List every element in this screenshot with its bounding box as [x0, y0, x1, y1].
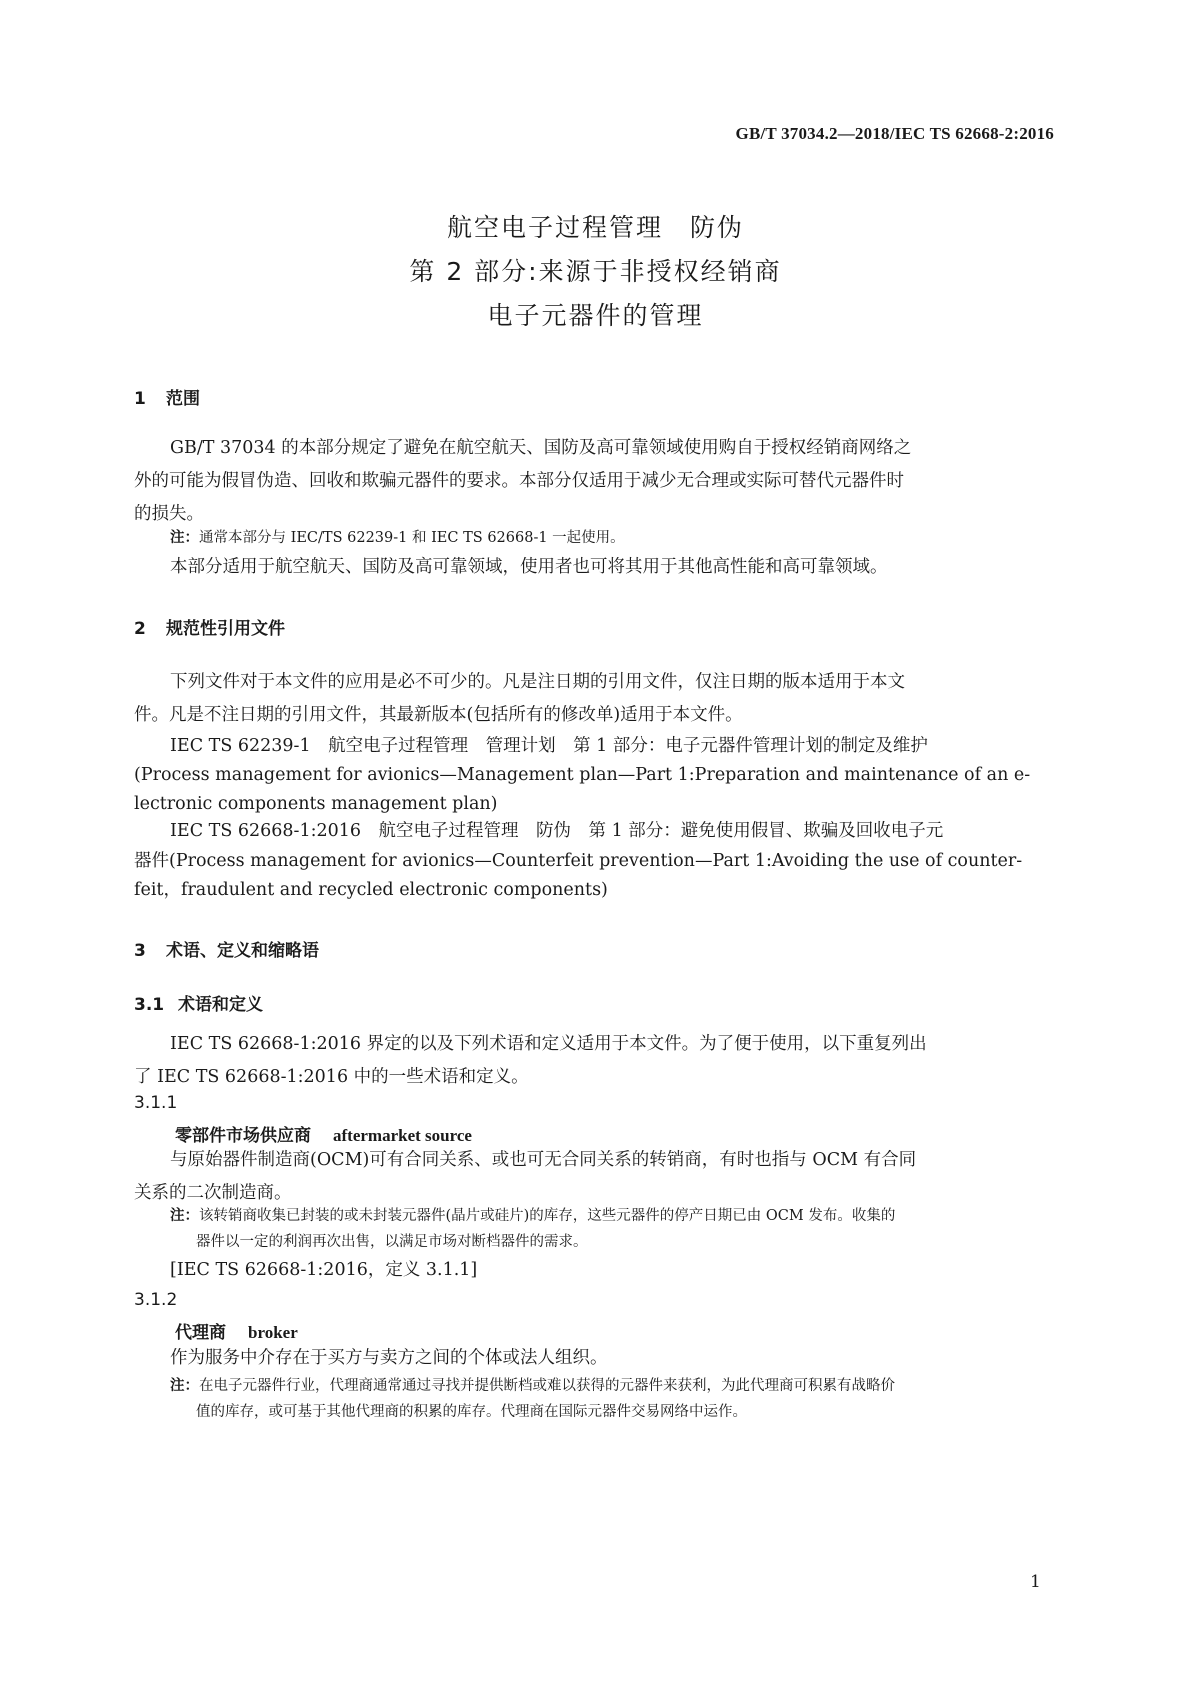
definition-line: 作为服务中介存在于买方与卖方之间的个体或法人组织。: [170, 1348, 608, 1368]
reference-1-line: (Process management for avionics—Management plan—Part 1:Preparation and maintenance of an e-: [134, 765, 1031, 785]
note-text: 该转销商收集已封装的或未封装元器件(晶片或硅片)的库存，这些元器件的停产日期已由 OCM 发布。收集的: [199, 1208, 896, 1224]
reference-1-line: lectronic components management plan): [134, 794, 498, 814]
term-number: 3.1.2: [134, 1290, 178, 1310]
paragraph-line: 下列文件对于本文件的应用是必不可少的。凡是注日期的引用文件，仅注日期的版本适用于本文: [170, 672, 905, 692]
section-number: 2: [134, 619, 146, 639]
note-label: 注：: [170, 1208, 199, 1224]
term-source: [IEC TS 62668-1:2016，定义 3.1.1]: [170, 1260, 478, 1280]
section-title: 术语、定义和缩略语: [166, 941, 319, 961]
note-continuation: 值的库存，或可基于其他代理商的积累的库存。代理商在国际元器件交易网络中运作。: [196, 1404, 747, 1420]
title-line-3: 电子元器件的管理: [487, 301, 704, 330]
reference-2-line: 器件(Process management for avionics—Counterfeit prevention—Part 1:Avoiding the use of counter-: [134, 851, 1023, 871]
paragraph-line: GB/T 37034 的本部分规定了避免在航空航天、国防及高可靠领域使用购自于授权经销商网络之: [170, 438, 912, 458]
reference-2-line: feit，fraudulent and recycled electronic components): [134, 880, 608, 900]
section-number: 1: [134, 389, 146, 409]
definition-line: 关系的二次制造商。: [134, 1183, 292, 1203]
section-3-heading: [134, 936, 319, 961]
section-title: 规范性引用文件: [166, 619, 285, 639]
note: [170, 1203, 1057, 1229]
term-en: broker: [248, 1323, 298, 1342]
section-2-heading: [134, 614, 285, 639]
term-number: 3.1.1: [134, 1093, 178, 1113]
section-number: 3: [134, 941, 146, 961]
term-title: [175, 1318, 298, 1343]
term-en: aftermarket source: [333, 1126, 472, 1145]
subsection-title: 术语和定义: [178, 995, 263, 1015]
paragraph-line: 外的可能为假冒伪造、回收和欺骗元器件的要求。本部分仅适用于减少无合理或实际可替代元器件时: [134, 471, 904, 491]
note-text: 在电子元器件行业，代理商通常通过寻找并提供断档或难以获得的元器件来获利，为此代理商可积累有战略价: [199, 1378, 895, 1394]
title-line-2: 第 2 部分:来源于非授权经销商: [409, 257, 782, 286]
page-number: 1: [1030, 1572, 1041, 1592]
subsection-3-1-heading: [134, 990, 263, 1015]
term-title: [175, 1121, 472, 1146]
note-text: 通常本部分与 IEC/TS 62239-1 和 IEC TS 62668-1 一起使用。: [199, 530, 625, 546]
paragraph-line: 的损失。: [134, 504, 204, 524]
reference-1-line: IEC TS 62239-1 航空电子过程管理 管理计划 第 1 部分：电子元器件管理计划的制定及维护: [170, 736, 928, 756]
subsection-number: 3.1: [134, 995, 165, 1015]
section-1-heading: [134, 384, 200, 409]
note-label: 注：: [170, 1378, 199, 1394]
term-zh: 零部件市场供应商: [175, 1126, 311, 1146]
title-line-1: 航空电子过程管理 防伪: [446, 213, 744, 242]
note: [170, 525, 1057, 551]
note-continuation: 器件以一定的利润再次出售，以满足市场对断档器件的需求。: [196, 1234, 588, 1250]
paragraph-line: 了 IEC TS 62668-1:2016 中的一些术语和定义。: [134, 1067, 529, 1087]
paragraph-line: 件。凡是不注日期的引用文件，其最新版本(包括所有的修改单)适用于本文件。: [134, 705, 743, 725]
term-zh: 代理商: [175, 1323, 226, 1343]
paragraph-line: IEC TS 62668-1:2016 界定的以及下列术语和定义适用于本文件。为了便于使用，以下重复列出: [170, 1034, 927, 1054]
paragraph-line: 本部分适用于航空航天、国防及高可靠领域，使用者也可将其用于其他高性能和高可靠领域。: [170, 557, 888, 577]
reference-2-line: IEC TS 62668-1:2016 航空电子过程管理 防伪 第 1 部分：避免使用假冒、欺骗及回收电子元: [170, 821, 944, 841]
note: [170, 1373, 1057, 1399]
definition-line: 与原始器件制造商(OCM)可有合同关系、或也可无合同关系的转销商，有时也指与 OCM 有合同: [170, 1150, 917, 1170]
standard-code: GB/T 37034.2—2018/IEC TS 62668-2:2016: [735, 124, 1054, 143]
note-label: 注：: [170, 530, 199, 546]
section-title: 范围: [166, 389, 200, 409]
